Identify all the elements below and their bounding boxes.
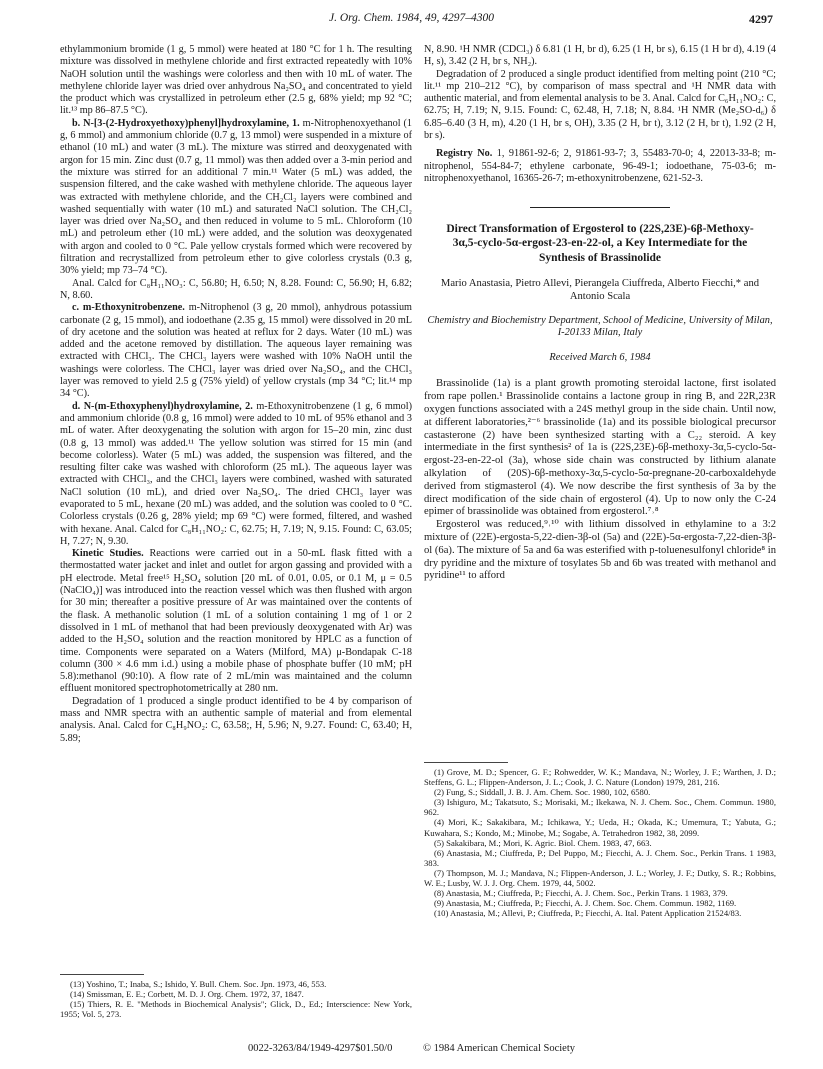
procedure-b-text: m-Nitrophenoxyethanol (1 g, 6 mmol) and ammonium chloride (0.7 g, 13 mmol) were suspended in a mixture of ethanol (10 mL) and water (3 mL). The mixture was stirred and deoxygenated with argon for 15 min. Zinc dust (0.7 g, 11 mmol) was then added over a 3-min period and the mixture was stirred for an additional 7 min.¹¹ Water (5 mL) was added, the suspension filtered, and the cake washed with methylene chloride. The aqueous layer was extracted with methylene chloride, and the CH₂Cl₂ layers were combined and washed sequentially with water (10 mL) and saturated NaCl solution. The CH₂Cl₂ layer was dried over Na₂SO₄ and then reduced in volume to 5 mL. Chloroform (10 mL) and petroleum ether (10 mL) were added, and the solution was deoxygenated with argon and cooled to 0 °C. Pale yellow crystals formed which were recovered by filtration and recrystallized from petroleum ether to give colorless crystals (0.3 g, 30% yield; mp 73–74 °C). <box>60 117 412 277</box>
footnote: (3) Ishiguro, M.; Takatsuto, S.; Morisaki, M.; Ikekawa, N. J. Chem. Soc., Chem. Commun. 1980, 962. <box>424 797 776 818</box>
left-column <box>60 44 412 745</box>
procedure-b-analysis: Anal. Calcd for C₈H₁₁NO₃: C, 56.80; H, 6.50; N, 8.28. Found: C, 56.90; H, 6.82; N, 8.60. <box>60 277 412 301</box>
procedure-d-heading: d. N-(m-Ethoxyphenyl)hydroxylamine, 2. <box>72 400 253 412</box>
degradation-paragraph: Degradation of 1 produced a single product identified to be 4 by comparison of mass and NMR spectra with an authentic sample of material and from elemental analysis. Anal. Calcd for C₈H₉NO₂: C, 63.58;, H, 5.96; N, 9.27. Found: C, 63.40; H, 5.89; <box>60 695 412 744</box>
procedure-b-heading: b. N-[3-(2-Hydroxyethoxy)phenyl]hydroxylamine, 1. <box>72 117 300 129</box>
footnote: (6) Anastasia, M.; Ciuffreda, P.; Del Puppo, M.; Fiecchi, A. J. Chem. Soc., Perkin Trans. 1 1983, 383. <box>424 847 776 868</box>
footnote: (8) Anastasia, M.; Ciuffreda, P.; Fiecchi, A. J. Chem. Soc., Perkin Trans. 1 1983, 379. <box>434 888 728 899</box>
registry-numbers <box>424 148 776 185</box>
footnote-rule <box>60 974 144 975</box>
footnote: (7) Thompson, M. J.; Mandava, N.; Flippen-Anderson, J. L.; Worley, J. F.; Dutky, S. R.; Robbins, W. E.; Lusby, W. J. J. Org. Chem. 1979, 44, 5002. <box>424 867 776 889</box>
left-footnotes <box>60 974 412 1019</box>
kinetic-studies-text: Reactions were carried out in a 50-mL flask fitted with a thermostatted water jacket and inlet and outlet for argon gassing and provided with a pH electrode. Metal free¹⁵ H₂SO₄ solution [20 mL of 0.01, 0.05, or 0.1 M, μ = 0.5 (NaClO₄)] was introduced into the reaction vessel which was then flushed with argon for 30 min; thereafter a positive pressure of Ar was maintained over the contents of the flask. A methanolic solution (1 mL of a solution containing 1 mg of 1 or 2 dissolved in 1 mL of methanol that had been previously deoxygenated with Ar) was added to the H₂SO₄ solution and the reaction monitored by HPLC as a function of time. Components were separated on a Waters (Milford, MA) μ-Bondapak C-18 column (300 × 4.6 mm i.d.) using a mobile phase of phosphate buffer (10 mM; pH 5.8):methanol (90:10). A flow rate of 2 mL/min was maintained and the column effluent monitored spectrophotometrically at 280 nm. <box>60 548 412 695</box>
registry-heading: Registry No. <box>436 148 493 160</box>
footnote: (15) Thiers, R. E. "Methods in Biochemical Analysis"; Glick, D., Ed.; Interscience: New York, 1955; Vol. 5, 273. <box>60 999 412 1020</box>
registry-text: 1, 91861-92-6; 2, 91861-93-7; 3, 55483-70-0; 4, 22013-33-8; m-nitrophenol, 554-84-7; ethylene carbonate, 96-49-1; iodoethane, 75-03-6; m-nitrophenoxyethanol, 16365-26-7; m-ethoxynitrobenzene, 621-52-3. <box>424 148 777 184</box>
procedure-c-heading: c. m-Ethoxynitrobenzene. <box>72 302 185 314</box>
running-header: J. Org. Chem. 1984, 49, 4297–4300 <box>328 12 495 24</box>
procedure-d <box>60 401 412 549</box>
right-footnotes <box>424 762 776 918</box>
footnote-rule <box>424 762 508 763</box>
procedure-b <box>60 118 412 278</box>
footnote: (2) Fung, S.; Siddall, J. B. J. Am. Chem. Soc. 1980, 102, 6580. <box>434 787 651 798</box>
article-authors: Mario Anastasia, Pietro Allevi, Pierangela Ciuffreda, Alberto Fiecchi,* and Antonio Scala <box>440 277 760 302</box>
footnote: (1) Grove, M. D.; Spencer, G. F.; Rohwedder, W. K.; Mandava, N.; Worley, J. F.; Warthen, J. D.; Steffens, G. L.; Flippen-Anderson, J. L.; Cook, J. C. Nature (London) 1979, 281, 216. <box>424 767 776 788</box>
kinetic-studies <box>60 548 412 696</box>
degradation-2-paragraph: Degradation of 2 produced a single product identified from melting point (210 °C; lit.¹¹ mp 210–212 °C), by comparison of mass spectral and ¹H NMR data with authentic material, and from elemental analysis to be 3. Anal. Calcd for C₆H₁₁NO₂: C, 62.75; H, 7.19; N, 9.15. Found: C, 62.48, H, 7.18; N, 8.84. ¹H NMR (Me₂SO-d₆) δ 6.85–6.40 (3 H, m), 4.20 (1 H, br s, OH), 3.35 (2 H, br t), 3.12 (2 H, br t), 1.92 (2 H, br s). <box>424 68 776 142</box>
article-paragraph: Ergosterol was reduced,⁹˒¹⁰ with lithium dissolved in ethylamine to a 3:2 mixture of (22E)-ergosta-5,22-dien-3β-ol (5a) and (22E)-5α-ergosta-7,22-dien-3β-ol (6a). The mixture of 5a and 6a was esterified with p-toluenesulfonyl chloride⁸ in dry pyridine and the mixture of tosylates 5b and 6b was treated with methanol and pyridine¹¹ to afford <box>424 519 776 582</box>
article-affiliation: Chemistry and Biochemistry Department, School of Medicine, University of Milan, I-20133 Milan, Italy <box>427 314 773 339</box>
article-code: 0022-3263/84/1949-4297$01.50/0 <box>247 1043 393 1054</box>
kinetic-studies-heading: Kinetic Studies. <box>72 548 144 560</box>
procedure-c <box>60 302 412 400</box>
page-footer <box>0 1043 823 1054</box>
footnote: (10) Anastasia, M.; Allevi, P.; Ciuffreda, P.; Fiecchi, A. Ital. Patent Application 21524/83. <box>434 908 742 919</box>
footnote: (5) Sakakibara, M.; Mori, K. Agric. Biol. Chem. 1983, 47, 663. <box>434 837 652 848</box>
page-number: 4297 <box>749 12 773 26</box>
article-body <box>424 378 776 583</box>
paragraph-continued: N, 8.90. ¹H NMR (CDCl₃) δ 6.81 (1 H, br d), 6.25 (1 H, br s), 6.15 (1 H br d), 4.19 (4 H, s), 3.42 (2 H, br s, NH₂). <box>424 44 776 68</box>
copyright-notice: © 1984 American Chemical Society <box>422 1043 576 1054</box>
article-separator <box>530 207 670 208</box>
article-title: Direct Transformation of Ergosterol to (22S,23E)-6β-Methoxy-3α,5-cyclo-5α-ergost-23-en-22-ol, a Key Intermediate for the Synthesis of Brassinolide <box>446 223 754 264</box>
article-paragraph: Brassinolide (1a) is a plant growth promoting steroidal lactone, first isolated from rape pollen.¹ Brassinolide contains a lactone group in ring B, and 22R,23R oxygen functions associated with a 24S methyl group in the side chain. Until now, at different laboratories,²⁻⁶ brassinolide (1a) and its possible biological precursor castasterone (2) have been synthesized starting with a C₂₂ steroid. A key intermediate in the first synthesis² of 1a is (22S,23E)-6β-methoxy-3α,5-cyclo-5α-ergost-23-en-22-ol (3a), whose side chain was constructed by lithium alanate alkylation of (20S)-6β-methoxy-3α,5-cyclo-5α-pregnane-20-carboxaldehyde derived from stigmasterol (4). We now describe the first synthesis of 3a by the direct modification of the side chain of ergosterol (4). Up to now only the C-24 epimer of brassinolide was obtained from ergosterol.⁷˒⁸ <box>424 378 776 518</box>
procedure-d-text: m-Ethoxynitrobenzene (1 g, 6 mmol) and ammonium chloride (0.8 g, 16 mmol) were added to 10 mL of 95% ethanol and 3 mL of water. After deoxygenating the solution with argon for 15–20 min, zinc dust (0.8 g, 13 mmol) was added.¹¹ The yellow solution was stirred for 15 min (and become colorless). Water (5 mL) was added, the suspension was filtered, and the resulting filter cake was washed with chloroform (25 mL). The aqueous layer was extracted with CHCl₃, and the CHCl₃ layers were combined, washed with saturated NaCl solution (10 mL), and dried over Na₂SO₄. The dried CHCl₃ layer was evaporated to 5 mL, hexane (20 mL) was added, and the solution was cooled to 0 °C. Colorless crystals (0.26 g, 28% yield; mp 69 °C) were formed, filtered, and washed with hexane. Anal. Calcd for C₈H₁₁NO₂: C, 62.75; H, 7.19; N, 9.15. Found: C, 63.05; H, 7.27; N, 9.30. <box>60 400 412 547</box>
procedure-c-text: m-Nitrophenol (3 g, 20 mmol), anhydrous potassium carbonate (2 g, 15 mmol), and iodoethane (2.35 g, 15 mmol) were dissolved in 20 mL of dry acetone and the solution was heated at reflux for 2 days. Water (10 mL) was added and the acetone removed by distillation. The aqueous layer remaining was extracted with CHCl₃. The CHCl₃ layers were washed with 10% NaOH until the washings were colorless. The CHCl₃ layer was dried over Na₂SO₄, and the CHCl₃ layer was removed to yield 2.5 g (75% yield) of yellow crystals (mp 34 °C; lit.¹⁴ mp 34 °C). <box>60 302 412 400</box>
footnote: (4) Mori, K.; Sakakibara, M.; Ichikawa, Y.; Ueda, H.; Okada, K.; Umemura, T.; Yabuta, G.; Kuwahara, S.; Kondo, M.; Minobe, M.; Sogabe, A. Tetrahedron 1982, 38, 2099. <box>424 817 776 838</box>
paragraph-continued: ethylammonium bromide (1 g, 5 mmol) were heated at 180 °C for 1 h. The resulting mixture was dissolved in methylene chloride and first extracted repeatedly with 10% NaOH solution until the washings were colorless and then with 10 mL of water. The methylene chloride layer was dried over anhydrous Na₂SO₄ and concentrated to yield the product which was crystallized in petroleum ether (2.5 g, 68% yield; mp 92 °C; lit.¹³ mp 86–87.5 °C). <box>60 44 412 117</box>
footnote: (9) Anastasia, M.; Ciuffreda, P.; Fiecchi, A. J. Chem. Soc. Chem. Commun. 1982, 1169. <box>434 898 737 909</box>
right-column <box>424 44 776 583</box>
footnote: (13) Yoshino, T.; Inaba, S.; Ishido, Y. Bull. Chem. Soc. Jpn. 1973, 46, 553. <box>70 979 327 989</box>
article-received-date: Received March 6, 1984 <box>549 352 651 364</box>
footnote: (14) Smissman, E. E.; Corbett, M. D. J. Org. Chem. 1972, 37, 1847. <box>70 989 304 1000</box>
